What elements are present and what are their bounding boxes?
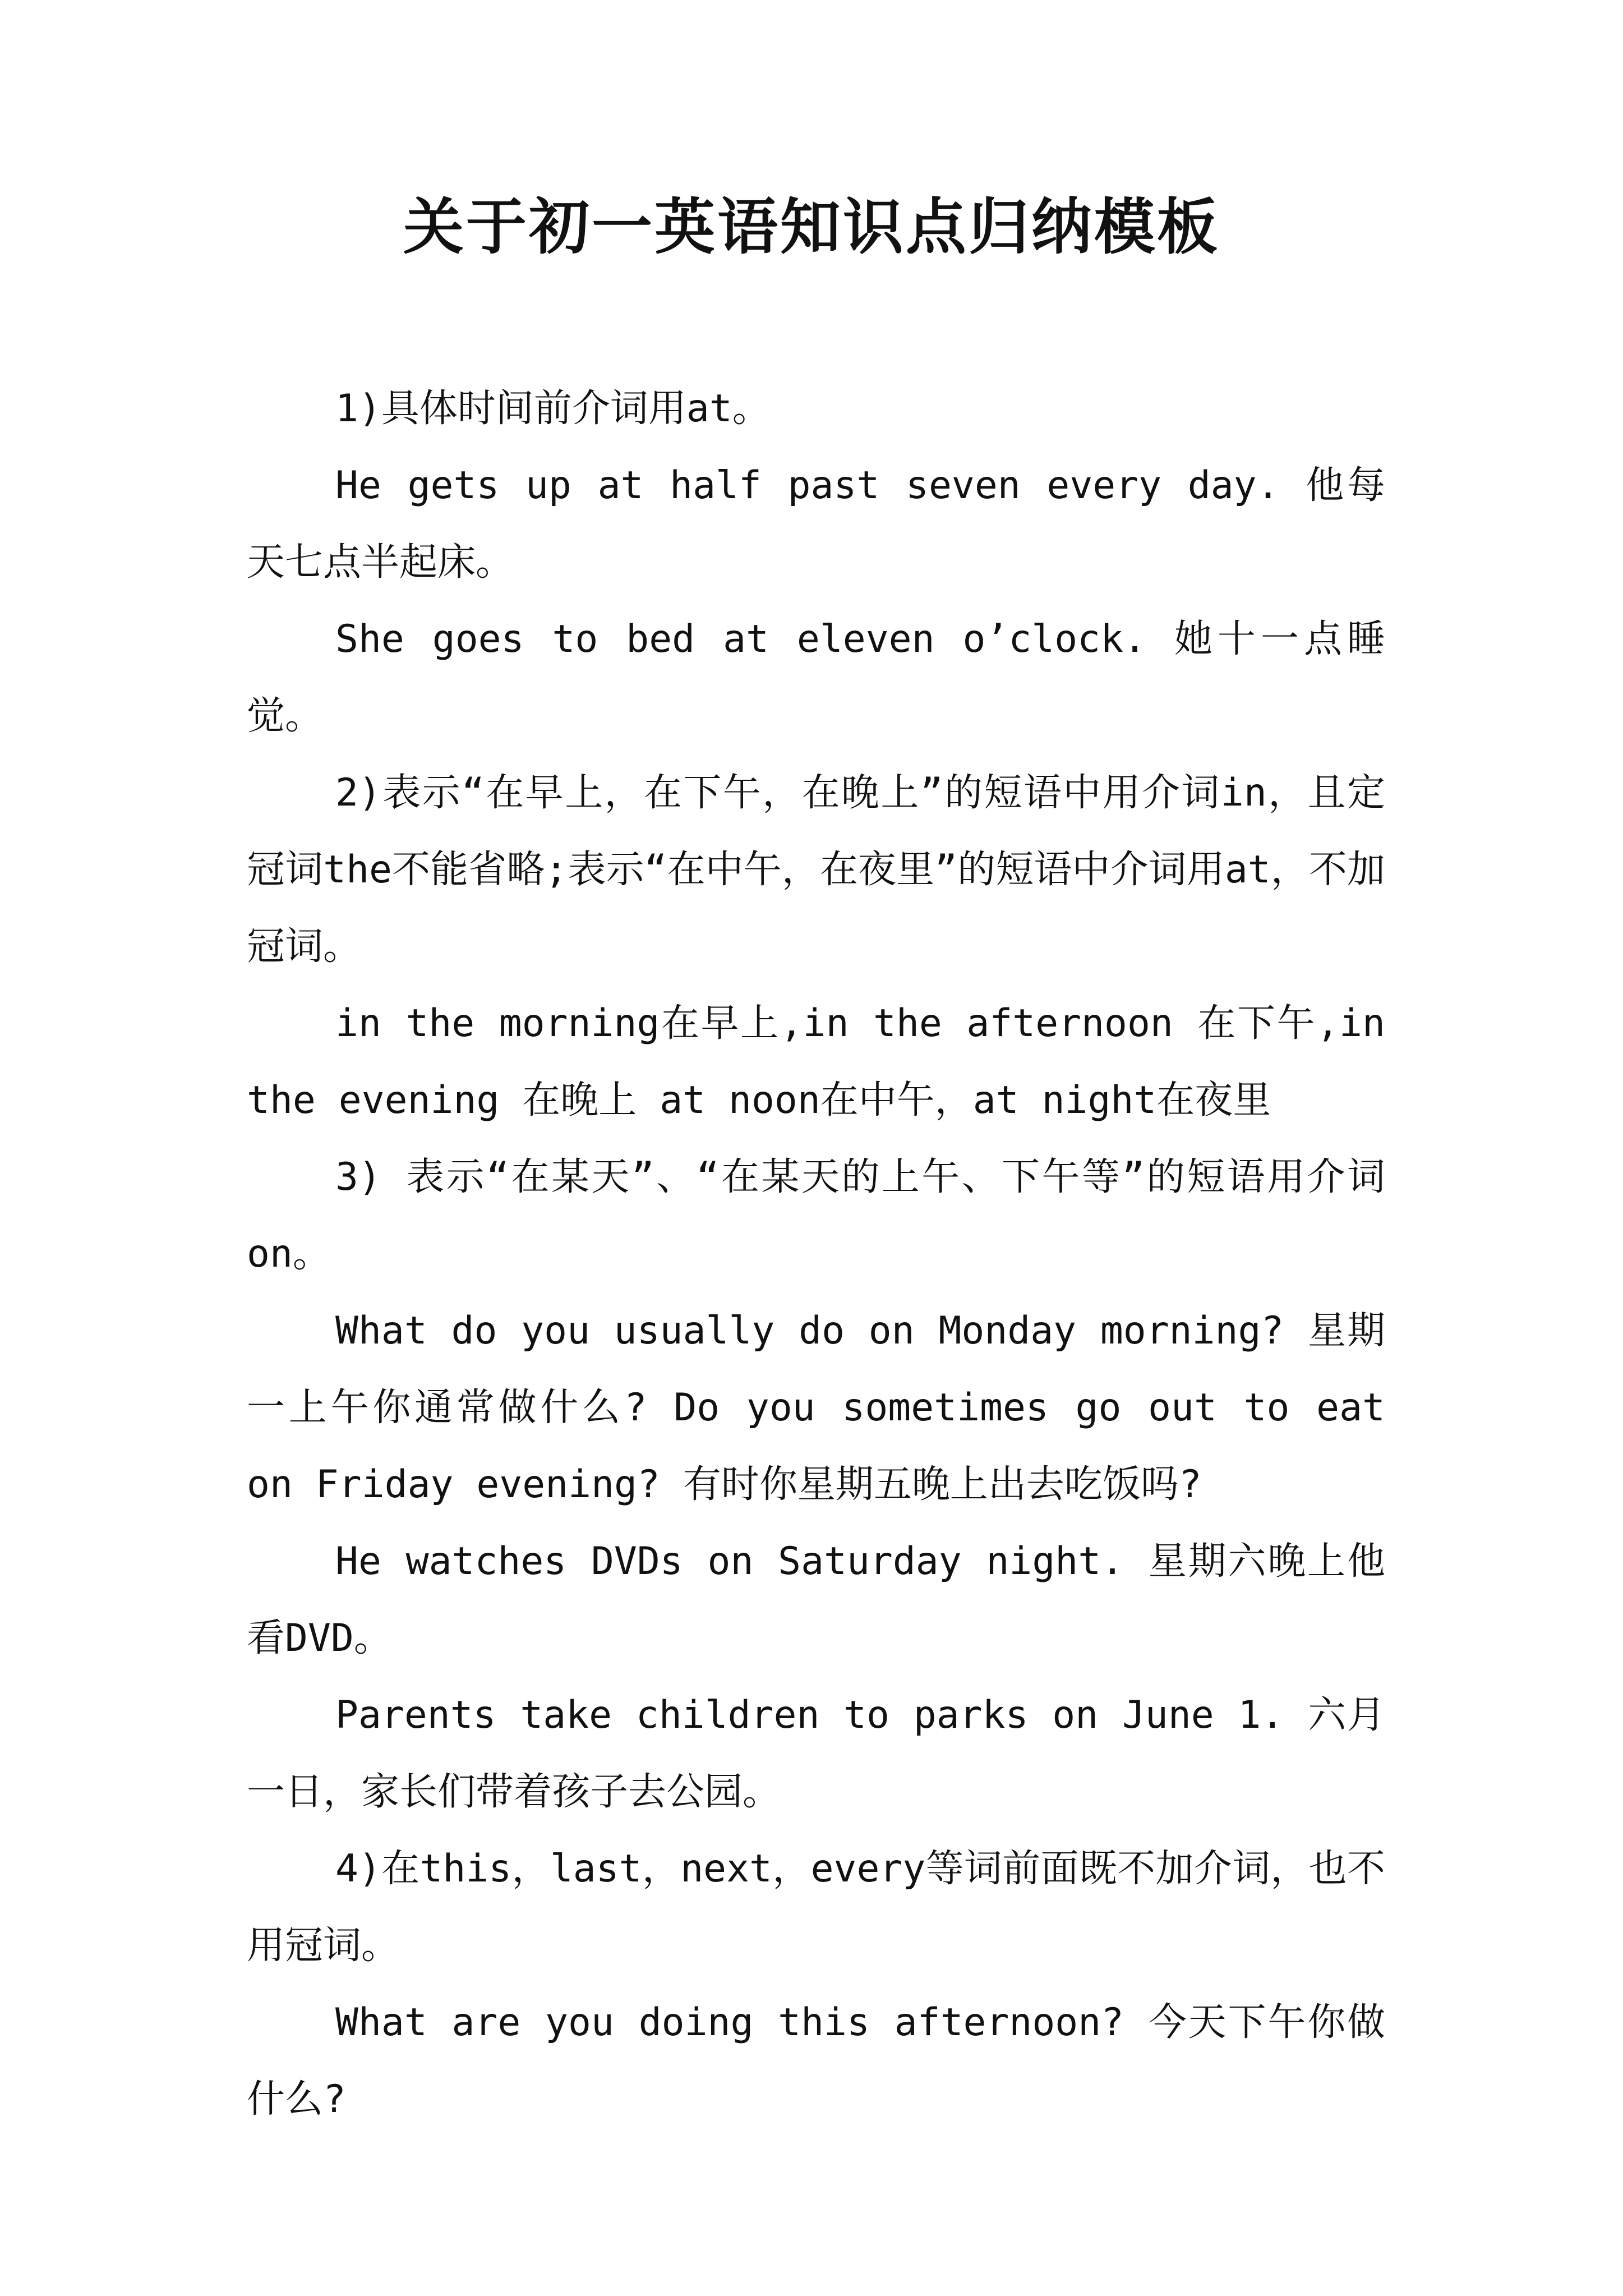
paragraph-1: 1)具体时间前介词用at。 [335, 386, 771, 431]
paragraph-9: Parents take children to parks on June 1. 六月一日，家长们带着孩子去公园。 [247, 1693, 1385, 1814]
paragraph-10: 4)在this，last，next，every等词前面既不加介词，也不用冠词。 [247, 1847, 1385, 1968]
paragraph-11: What are you doing this afternoon? 今天下午你做什么? [247, 2000, 1385, 2122]
paragraph-6: 3) 表示“在某天”、“在某天的上午、下午等”的短语用介词on。 [247, 1155, 1385, 1276]
paragraph-8: He watches DVDs on Saturday night. 星期六晚上他看DVD。 [247, 1539, 1385, 1660]
paragraph-4: 2)表示“在早上，在下午，在晚上”的短语中用介词in，且定冠词the不能省略;表示“在中午，在夜里”的短语中介词用at，不加冠词。 [247, 771, 1385, 969]
paragraph-7: What do you usually do on Monday morning? 星期一上午你通常做什么? Do you sometimes go out to eat on Friday evening? 有时你星期五晚上出去吃饭吗? [247, 1309, 1385, 1507]
paragraph-2: He gets up at half past seven every day. 他每天七点半起床。 [247, 463, 1385, 585]
paragraph-3: She goes to bed at eleven o’clock. 她十一点睡觉。 [247, 617, 1385, 738]
document-body [247, 370, 1385, 2138]
paragraph-5: in the morning在早上,in the afternoon 在下午,in the evening 在晚上 at noon在中午，at night在夜里 [247, 1001, 1385, 1122]
document-title: 关于初一英语知识点归纳模板 [403, 192, 1220, 263]
